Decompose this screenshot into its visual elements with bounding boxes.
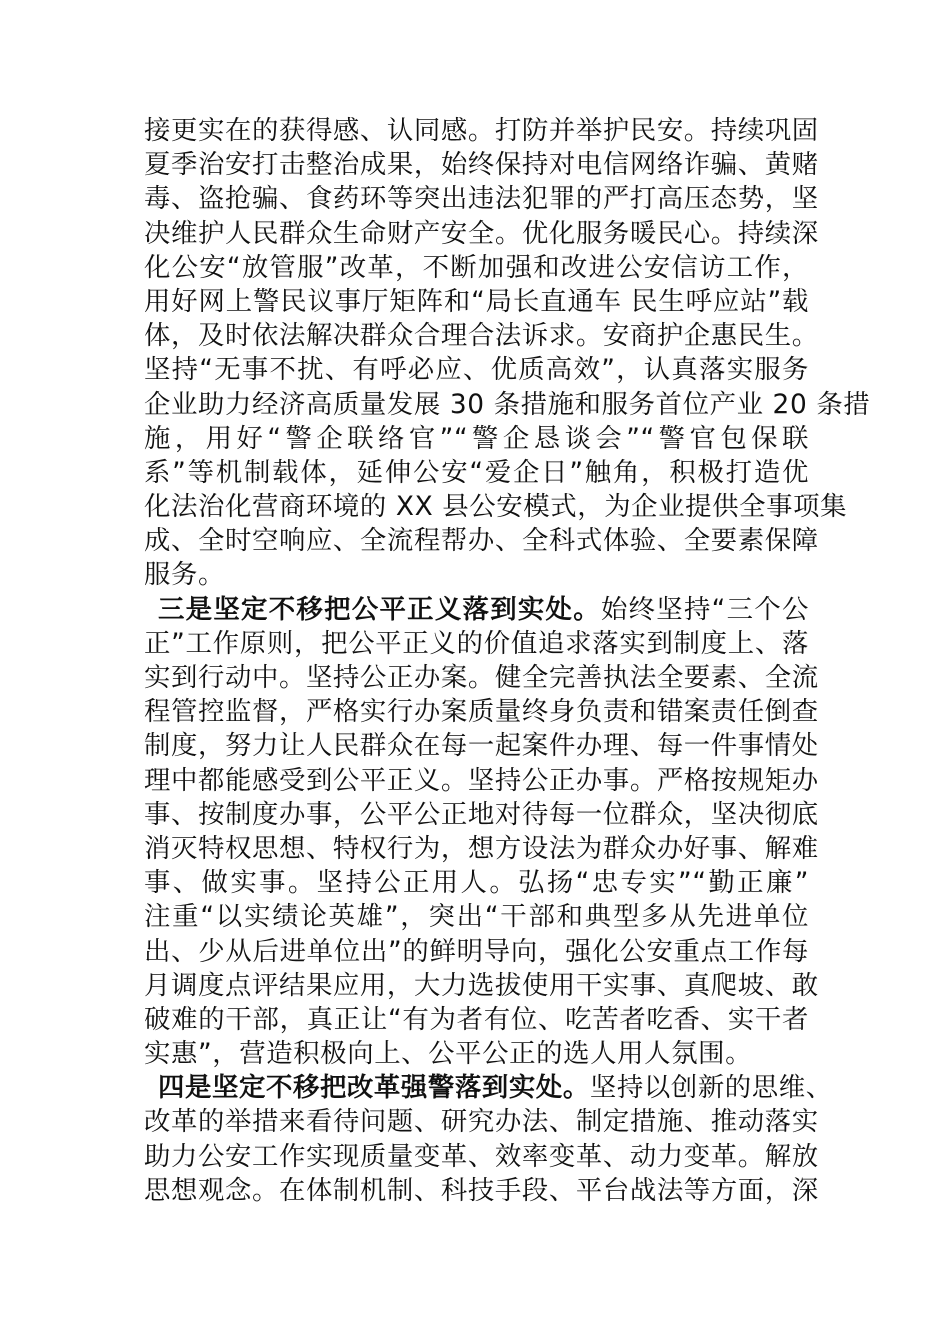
text-line: 助力公安工作实现质量变革、效率变革、动力变革。解放 bbox=[144, 1140, 819, 1172]
text-line: 正”工作原则，把公平正义的价值追求落实到制度上、落 bbox=[144, 627, 809, 659]
text-line: 接更实在的获得感、认同感。打防并举护民安。持续巩固 bbox=[144, 115, 819, 146]
text-line: 夏季治安打击整治成果，始终保持对电信网络诈骗、黄赌 bbox=[144, 149, 819, 181]
text-line: 用好网上警民议事厅矩阵和“局长直通车 民生呼应站”载 bbox=[144, 285, 809, 317]
text-line: 施，用好“警企联络官”“警企恳谈会”“警官包保联 bbox=[144, 422, 809, 454]
text-line: 化法治化营商环境的 XX 县公安模式，为企业提供全事项集 bbox=[144, 491, 848, 523]
text-line: 坚持“无事不扰、有呼必应、优质高效”，认真落实服务 bbox=[144, 354, 809, 386]
text-line: 体，及时依法解决群众合理合法诉求。安商护企惠民生。 bbox=[144, 320, 819, 352]
text-line: 思想观念。在体制机制、科技手段、平台战法等方面，深 bbox=[144, 1174, 819, 1206]
paragraph-1 bbox=[144, 114, 871, 593]
text-line: 注重“以实绩论英雄”，突出“干部和典型多从先进单位 bbox=[144, 901, 809, 933]
text-line: 改革的举措来看待问题、研究办法、制定措施、推动落实 bbox=[144, 1106, 819, 1138]
paragraph-heading: 四是坚定不移把改革强警落到实处。 bbox=[158, 1072, 590, 1104]
text-line: 事、做实事。坚持公正用人。弘扬“忠专实”“勤正廉” bbox=[144, 867, 809, 899]
text-line: 成、全时空响应、全流程帮办、全科式体验、全要素保障 bbox=[144, 525, 819, 557]
paragraph-heading: 三是坚定不移把公平正义落到实处。 bbox=[158, 593, 601, 625]
text-line: 实惠”，营造积极向上、公平公正的选人用人氛围。 bbox=[144, 1038, 753, 1070]
text-line: 制度，努力让人民群众在每一起案件办理、每一件事情处 bbox=[144, 730, 819, 762]
document-body bbox=[144, 114, 871, 1208]
text-line: 事、按制度办事，公平公正地对待每一位群众，坚决彻底 bbox=[144, 798, 819, 830]
text-line: 破难的干部，真正让“有为者有位、吃苦者吃香、实干者 bbox=[144, 1003, 809, 1035]
text-line: 出、少从后进单位出”的鲜明导向，强化公安重点工作每 bbox=[144, 935, 809, 967]
paragraph-2 bbox=[144, 593, 819, 1072]
text-line bbox=[144, 1071, 833, 1105]
text-line: 实到行动中。坚持公正办案。健全完善执法全要素、全流 bbox=[144, 662, 819, 693]
text-line bbox=[144, 593, 809, 627]
paragraph-3 bbox=[144, 1071, 833, 1208]
text-line: 毒、盗抢骗、食药环等突出违法犯罪的严打高压态势，坚 bbox=[144, 183, 819, 215]
text-line: 决维护人民群众生命财产安全。优化服务暖民心。持续深 bbox=[144, 217, 819, 249]
text-line: 程管控监督，严格实行办案质量终身负责和错案责任倒查 bbox=[144, 696, 819, 728]
text-line: 服务。 bbox=[144, 559, 225, 591]
text-line: 理中都能感受到公平正义。坚持公正办事。严格按规矩办 bbox=[144, 764, 819, 796]
text-line: 企业助力经济高质量发展 30 条措施和服务首位产业 20 条措 bbox=[144, 388, 871, 420]
text-line: 系”等机制载体，延伸公安“爱企日”触角，积极打造优 bbox=[144, 456, 809, 488]
text-run: 坚持以创新的思维、 bbox=[589, 1072, 833, 1104]
text-line: 月调度点评结果应用，大力选拔使用干实事、真爬坡、敢 bbox=[144, 969, 819, 1001]
text-line: 消灭特权思想、特权行为，想方设法为群众办好事、解难 bbox=[144, 832, 819, 864]
text-run: 始终坚持“三个公 bbox=[600, 593, 809, 625]
text-line: 化公安“放管服”改革，不断加强和改进公安信访工作， bbox=[144, 251, 809, 283]
